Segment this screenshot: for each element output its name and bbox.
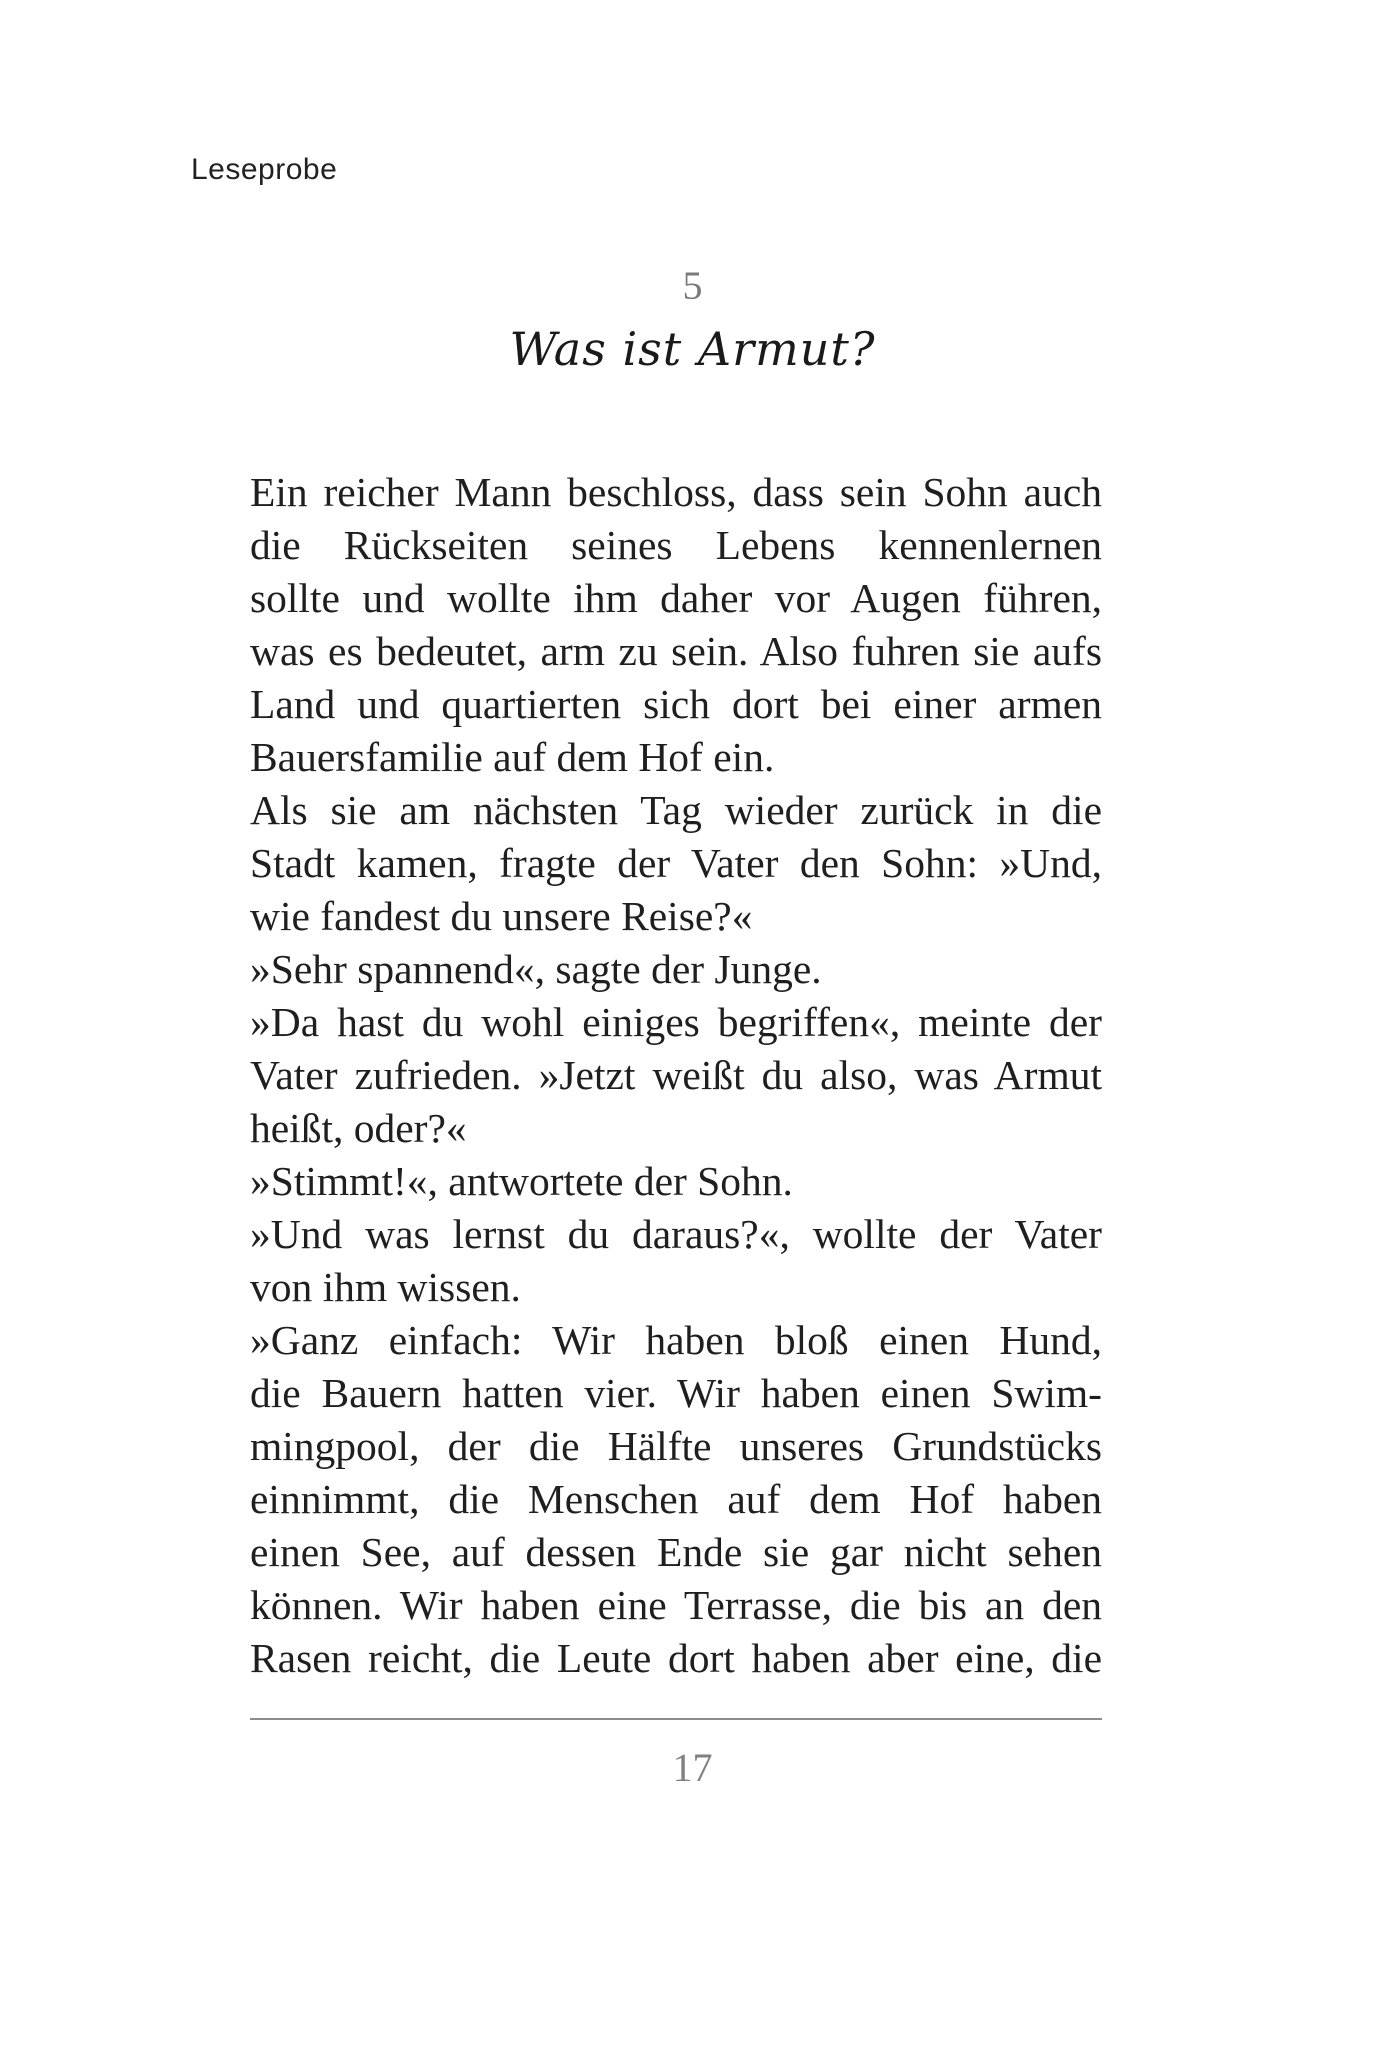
text-line: heißt, oder?« xyxy=(250,1105,467,1151)
text-line: einen See, auf dessen Ende sie gar nicht sehen xyxy=(250,1529,1102,1575)
text-line: Stadt kamen, fragte der Vater den Sohn: »Und, xyxy=(250,840,1102,886)
chapter-number: 5 xyxy=(682,263,703,308)
text-line: sollte und wollte ihm daher vor Augen führen, xyxy=(250,575,1102,621)
text-line: können. Wir haben eine Terrasse, die bis an den xyxy=(250,1582,1102,1628)
text-line: Rasen reicht, die Leute dort haben aber eine, die xyxy=(250,1635,1102,1681)
text-line: von ihm wissen. xyxy=(250,1264,521,1310)
text-line: Ein reicher Mann beschloss, dass sein Sohn auch xyxy=(250,469,1102,515)
page-number: 17 xyxy=(672,1745,713,1790)
text-line: Land und quartierten sich dort bei einer armen xyxy=(250,681,1102,727)
text-line: wie fandest du unsere Reise?« xyxy=(250,893,753,939)
text-line: Vater zufrieden. »Jetzt weißt du also, was Armut xyxy=(250,1052,1102,1098)
text-line: Bauersfamilie auf dem Hof ein. xyxy=(250,734,775,780)
chapter-title: Was ist Armut? xyxy=(509,322,876,376)
text-line: was es bedeutet, arm zu sein. Also fuhren sie aufs xyxy=(250,628,1102,674)
text-line: »Und was lernst du daraus?«, wollte der Vater xyxy=(250,1211,1102,1257)
text-line: die Rückseiten seines Lebens kennenlernen xyxy=(250,522,1102,568)
leseprobe-label: Leseprobe xyxy=(191,153,338,186)
text-line: »Sehr spannend«, sagte der Junge. xyxy=(250,946,822,992)
text-line: mingpool, der die Hälfte unseres Grundstücks xyxy=(250,1423,1102,1469)
text-line: »Ganz einfach: Wir haben bloß einen Hund, xyxy=(250,1317,1102,1363)
body-text xyxy=(250,466,1102,1685)
text-line: Als sie am nächsten Tag wieder zurück in die xyxy=(250,787,1102,833)
text-line: die Bauern hatten vier. Wir haben einen Swim- xyxy=(250,1370,1102,1416)
text-line: einnimmt, die Menschen auf dem Hof haben xyxy=(250,1476,1102,1522)
text-line: »Stimmt!«, antwortete der Sohn. xyxy=(250,1158,793,1204)
text-line: »Da hast du wohl einiges begriffen«, meinte der xyxy=(250,999,1102,1045)
footer-divider xyxy=(250,1718,1102,1720)
